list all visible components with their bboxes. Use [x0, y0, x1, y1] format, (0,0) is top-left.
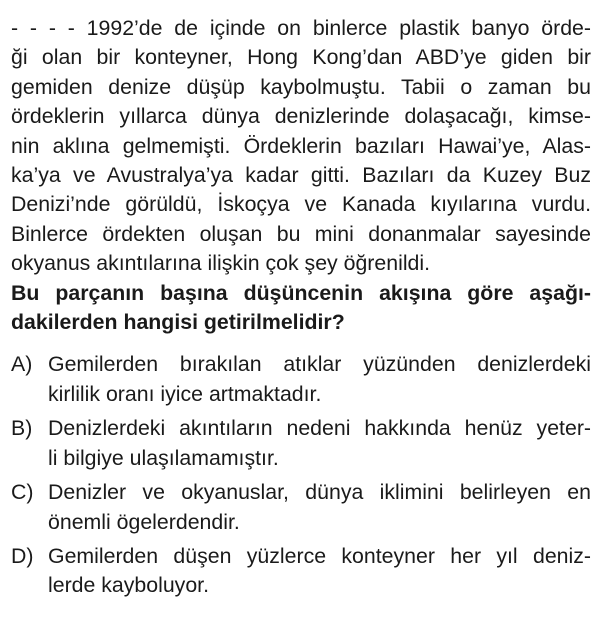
passage-line: okyanus akıntılarına ilişkin çok şey öğrenildi.: [11, 251, 431, 276]
reading-passage: [11, 14, 591, 279]
option-text: [48, 414, 591, 473]
option-b[interactable]: [11, 414, 591, 473]
option-letter: D): [11, 543, 34, 568]
question-line: dakilerden hangisi getirilmelidir?: [11, 310, 345, 335]
passage-line: Denizi’nde görüldü, İskoçya ve Kanada kıyılarına vurdu.: [11, 192, 591, 217]
answer-options: [11, 350, 591, 600]
option-line: Gemilerden bırakılan atıklar yüzünden denizlerdeki: [48, 352, 591, 377]
option-d[interactable]: [11, 542, 591, 601]
option-letter: A): [11, 352, 33, 377]
option-line: kirlilik oranı iyice artmaktadır.: [48, 381, 322, 406]
option-text: [48, 350, 591, 409]
question-line: Bu parçanın başına düşüncenin akışına göre aşağı-: [11, 280, 591, 305]
option-text: [48, 478, 591, 537]
question-page: [11, 14, 591, 606]
passage-line: ği olan bir konteyner, Hong Kong’dan ABD’ye giden bir: [11, 45, 591, 70]
passage-line: Binlerce ördekten oluşan bu mini donanmalar sayesinde: [11, 221, 591, 246]
passage-line: gemiden denize düşüp kaybolmuştu. Tabii o zaman bu: [11, 74, 591, 99]
option-text: [48, 542, 591, 601]
option-line: li bilgiye ulaşılamamıştır.: [48, 445, 279, 470]
passage-line: nin aklına gelmemişti. Ördeklerin bazıları Hawai’ye, Alas-: [11, 133, 591, 158]
option-a[interactable]: [11, 350, 591, 409]
option-line: Denizlerdeki akıntıların nedeni hakkında henüz yeter-: [48, 416, 591, 441]
option-line: Gemilerden düşen yüzlerce konteyner her yıl deniz-: [48, 543, 591, 568]
option-line: önemli ögelerdendir.: [48, 509, 240, 534]
passage-line: - - - - 1992’de de içinde on binlerce plastik banyo örde-: [11, 16, 591, 40]
passage-line: ördeklerin yıllarca dünya denizlerinde dolaşacağı, kimse-: [11, 104, 591, 129]
option-letter: B): [11, 416, 33, 441]
option-line: Denizler ve okyanuslar, dünya iklimini belirleyen en: [48, 480, 591, 505]
option-line: lerde kayboluyor.: [48, 573, 210, 598]
option-c[interactable]: [11, 478, 591, 537]
passage-line: ka’ya ve Avustralya’ya kadar gitti. Bazıları da Kuzey Buz: [11, 163, 591, 188]
question-stem: [11, 279, 591, 338]
option-letter: C): [11, 480, 34, 505]
